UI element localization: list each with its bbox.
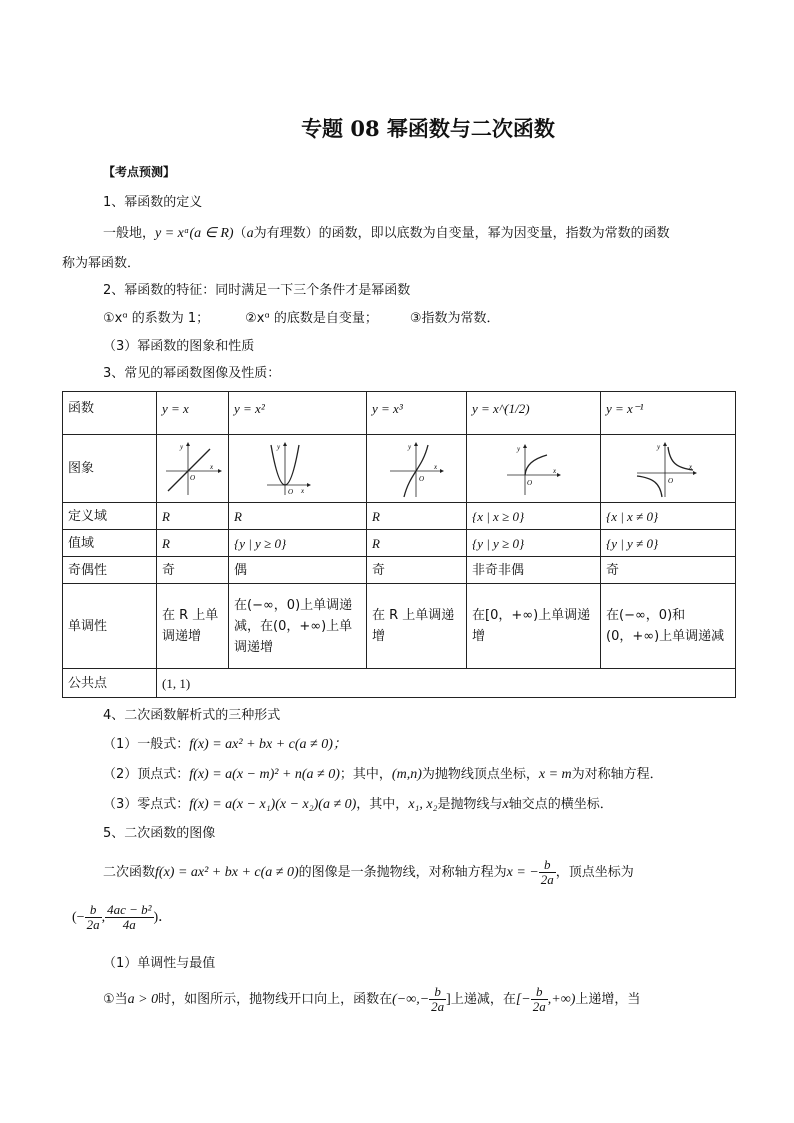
s1-heading: 1、幂函数的定义: [103, 195, 203, 210]
table-row: [63, 503, 736, 530]
row-label: 公共点: [63, 669, 157, 698]
function-cell: y = x⁻¹: [601, 392, 736, 435]
graph-cell: [467, 435, 601, 503]
monotonicity-cell: 在(−∞，0)上单调递减，在(0，+∞)上单调递增: [229, 584, 367, 669]
s4-vertex-form: （2）顶点式：f(x) = a(x − m)² + n(a ≠ 0)；其中，(m,n)为抛物线顶点坐标，x = m为对称轴方程．: [103, 767, 663, 782]
parity-cell: 偶: [229, 557, 367, 584]
s5-paragraph-line3: ①当a > 0时，如图所示，抛物线开口向上，函数在(−∞,− $\frac{b}{2a}$ ]上递减，在[− $\frac{b}{2a}$ ,+∞)上递增，当: [103, 984, 641, 1014]
parity-cell: 奇: [601, 557, 736, 584]
x-axis-label: x: [433, 462, 437, 471]
table-row: [63, 669, 736, 698]
monotonicity-cell: 在 R 上单调递增: [367, 584, 467, 669]
s2-heading: 2、幂函数的特征：同时满足一下三个条件才是幂函数: [103, 283, 411, 298]
s5-paragraph-line1: 二次函数f(x) = ax² + bx + c(a ≠ 0)的图像是一条抛物线，对称轴方程为x = − $\frac{b}{2a}$ ，顶点坐标为: [103, 857, 634, 887]
range-cell: {y | y ≥ 0}: [229, 530, 367, 557]
origin-label: O: [668, 476, 674, 485]
y-axis-label: y: [179, 442, 183, 451]
page-title: 专题 08 幂函数与二次函数: [301, 116, 555, 141]
power-function-table: [62, 391, 736, 698]
table-row: [63, 435, 736, 503]
row-label: 单调性: [63, 584, 157, 669]
function-cell: y = x²: [229, 392, 367, 435]
common-point-cell: (1, 1): [157, 669, 736, 698]
graph-cell: [157, 435, 229, 503]
domain-cell: R: [229, 503, 367, 530]
function-cell: y = x^(1/2): [467, 392, 601, 435]
parity-cell: 非奇非偶: [467, 557, 601, 584]
s1-paragraph-line2: 称为幂函数．: [62, 256, 141, 271]
domain-cell: R: [157, 503, 229, 530]
range-cell: R: [157, 530, 229, 557]
s5-heading: 5、二次函数的图像: [103, 826, 216, 841]
row-label: 定义域: [63, 503, 157, 530]
function-cell: y = x³: [367, 392, 467, 435]
y-axis-label: y: [276, 442, 280, 451]
s4-zero-form: （3）零点式：f(x) = a(x − x₁)(x − x₂)(a ≠ 0)，其中，x₁, x₂是抛物线与x轴交点的横坐标．: [103, 797, 613, 812]
graph-square: [263, 439, 333, 499]
section-label: 【考点预测】: [103, 165, 176, 179]
origin-label: O: [287, 487, 293, 496]
s3-subheading: 3、常见的幂函数图像及性质：: [103, 366, 281, 381]
table-row: [63, 392, 736, 435]
origin-label: O: [526, 478, 532, 487]
range-cell: {y | y ≠ 0}: [601, 530, 736, 557]
parity-cell: 奇: [367, 557, 467, 584]
origin-label: O: [189, 473, 195, 482]
s4-heading: 4、二次函数解析式的三种形式: [103, 708, 281, 723]
origin-label: O: [418, 474, 424, 483]
domain-cell: R: [367, 503, 467, 530]
y-axis-label: y: [657, 442, 661, 451]
table-row: [63, 530, 736, 557]
s4-general-form: （1）一般式：f(x) = ax² + bx + c(a ≠ 0)；: [103, 737, 347, 752]
row-label: 值域: [63, 530, 157, 557]
monotonicity-cell: 在 R 上单调递增: [157, 584, 229, 669]
row-label: 奇偶性: [63, 557, 157, 584]
graph-cube: [386, 439, 448, 499]
graph-cell: [367, 435, 467, 503]
x-axis-label: x: [209, 462, 213, 471]
y-axis-label: y: [407, 442, 411, 451]
function-cell: y = x: [157, 392, 229, 435]
monotonicity-cell: 在(−∞，0)和(0，+∞)上单调递减: [601, 584, 736, 669]
row-label: 函数: [63, 392, 157, 435]
x-axis-label: x: [689, 462, 693, 471]
range-cell: {y | y ≥ 0}: [467, 530, 601, 557]
s1-paragraph-line1: 一般地，y = xᵅ(a ∈ R)（a为有理数）的函数，即以底数为自变量，幂为因变量，指数为常数的函数: [103, 226, 670, 241]
x-axis-label: x: [552, 466, 556, 475]
s5-subheading: （1）单调性与最值: [103, 956, 216, 971]
domain-cell: {x | x ≥ 0}: [467, 503, 601, 530]
graph-cell: [229, 435, 367, 503]
domain-cell: {x | x ≠ 0}: [601, 503, 736, 530]
x-axis-label: x: [300, 486, 304, 495]
y-axis-label: y: [516, 444, 520, 453]
graph-reciprocal: [633, 439, 703, 499]
monotonicity-cell: 在[0，+∞)上单调递增: [467, 584, 601, 669]
table-row: [63, 584, 736, 669]
s2-conditions: ①xᵅ 的系数为 1； ②xᵅ 的底数是自变量； ③指数为常数．: [103, 311, 500, 326]
row-label: 图象: [63, 435, 157, 503]
table-row: [63, 557, 736, 584]
s3-heading: （3）幂函数的图象和性质: [103, 339, 255, 354]
parity-cell: 奇: [157, 557, 229, 584]
graph-cell: [601, 435, 736, 503]
graph-sqrt: [503, 439, 565, 499]
s5-vertex-coordinates: (− $\frac{b}{2a}$ , $\frac{\text{4ac − b²}}{4a}$ )．: [72, 902, 173, 932]
range-cell: R: [367, 530, 467, 557]
graph-linear: [162, 439, 224, 499]
